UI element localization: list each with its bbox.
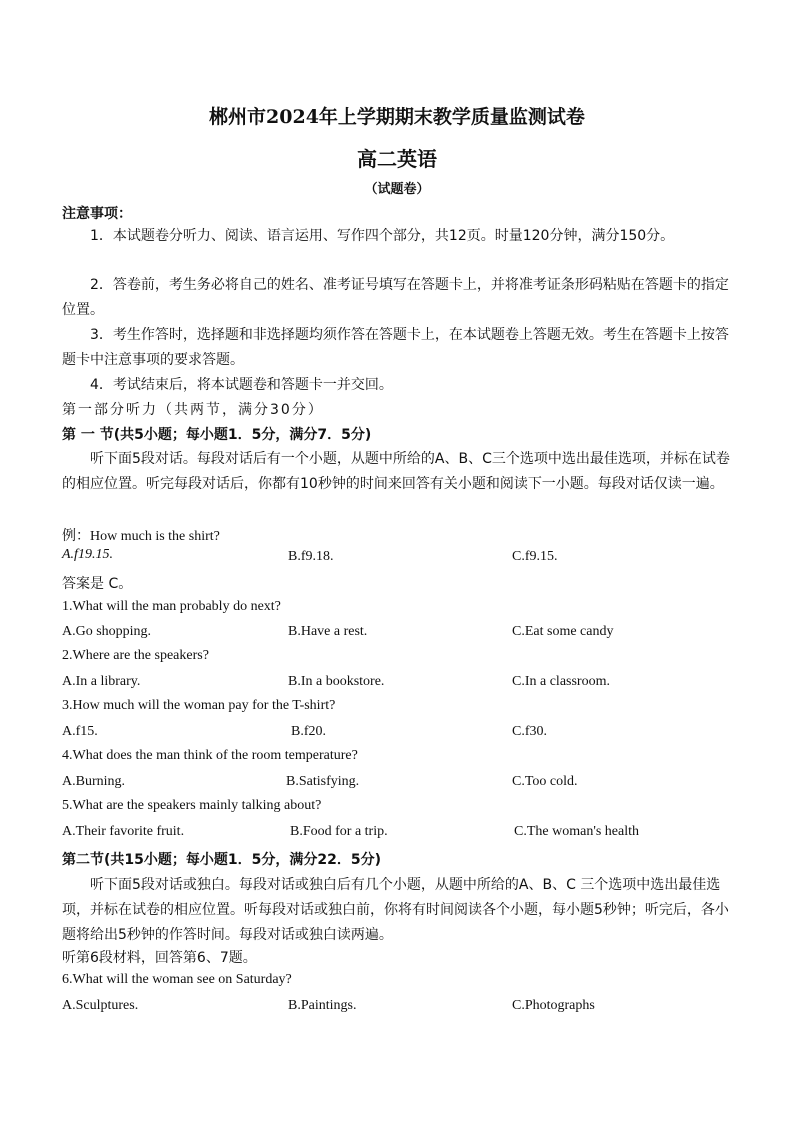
q5-option-c: C.The woman's health xyxy=(514,824,639,839)
q2-option-a: A.In a library. xyxy=(62,674,141,689)
example-option-b: B.f9.18. xyxy=(288,549,334,564)
q5-option-b: B.Food for a trip. xyxy=(290,824,388,839)
q4-option-b: B.Satisfying. xyxy=(286,774,360,789)
example-question: 例：How much is the shirt? xyxy=(62,529,220,544)
q1-option-b: B.Have a rest. xyxy=(288,624,368,639)
example-answer: 答案是 C。 xyxy=(62,576,133,592)
paper-type: （试题卷） xyxy=(364,182,430,197)
q6-option-a: A.Sculptures. xyxy=(62,998,139,1013)
q2-option-c: C.In a classroom. xyxy=(512,674,610,689)
section1-heading: 第 一 节(共5小题；每小题1．5分，满分7．5分) xyxy=(62,427,372,443)
section2-instructions: 听下面5段对话或独白。每段对话或独白后有几个小题，从题中所给的A、B、C 三个选项中选出最佳选项，并标在试卷的相应位置。听每段对话或独白前，你将有时间阅读各个小题，每小题5秒钟；听完后，各小题将给出5秒钟的作答时间。每段对话或独白读两遍。 xyxy=(62,877,729,943)
section2-heading: 第二节(共15小题；每小题1．5分，满分22．5分) xyxy=(62,852,381,868)
question-5: 5.What are the speakers mainly talking about? xyxy=(62,798,322,813)
question-3: 3.How much will the woman pay for the T-shirt? xyxy=(62,698,336,713)
q4-option-a: A.Burning. xyxy=(62,774,125,789)
note-item-3: 3．考生作答时，选择题和非选择题均须作答在答题卡上，在本试题卷上答题无效。考生在答题卡上按答题卡中注意事项的要求答题。 xyxy=(62,327,729,368)
q3-option-a: A.f15. xyxy=(62,724,98,739)
note-item-4: 4．考试结束后，将本试题卷和答题卡一并交回。 xyxy=(90,377,393,393)
q4-option-c: C.Too cold. xyxy=(512,774,578,789)
question-1: 1.What will the man probably do next? xyxy=(62,599,281,614)
q2-option-b: B.In a bookstore. xyxy=(288,674,385,689)
q6-option-c: C.Photographs xyxy=(512,998,595,1013)
q3-option-c: C.f30. xyxy=(512,724,547,739)
subject-title: 高二英语 xyxy=(357,147,437,171)
q1-option-c: C.Eat some candy xyxy=(512,624,614,639)
exam-title: 郴州市2024年上学期期末教学质量监测试卷 xyxy=(209,106,585,128)
q6-option-b: B.Paintings. xyxy=(288,998,357,1013)
q1-option-a: A.Go shopping. xyxy=(62,624,152,639)
notes-heading: 注意事项： xyxy=(62,206,132,222)
question-2: 2.Where are the speakers? xyxy=(62,648,209,663)
example-option-c: C.f9.15. xyxy=(512,549,558,564)
note-item-1: 1．本试题卷分听力、阅读、语言运用、写作四个部分，共12页。时量120分钟，满分150分。 xyxy=(90,228,675,244)
section1-instructions: 听下面5段对话。每段对话后有一个小题，从题中所给的A、B、C三个选项中选出最佳选项，并标在试卷的相应位置。听完每段对话后，你都有10秒钟的时间来回答有关小题和阅读下一小题。每段对话仅读一遍。 xyxy=(62,451,730,492)
q5-option-a: A.Their favorite fruit. xyxy=(62,824,185,839)
material-note: 听第6段材料，回答第6、7题。 xyxy=(62,950,257,966)
q3-option-b: B.f20. xyxy=(291,724,326,739)
example-option-a: A.f19.15. xyxy=(62,547,113,562)
question-6: 6.What will the woman see on Saturday? xyxy=(62,972,292,987)
note-item-2: 2．答卷前，考生务必将自己的姓名、准考证号填写在答题卡上，并将准考证条形码粘贴在答题卡的指定位置。 xyxy=(62,277,729,318)
question-4: 4.What does the man think of the room temperature? xyxy=(62,748,358,763)
part1-heading: 第一部分听力（共两节，满分30分） xyxy=(62,402,324,418)
